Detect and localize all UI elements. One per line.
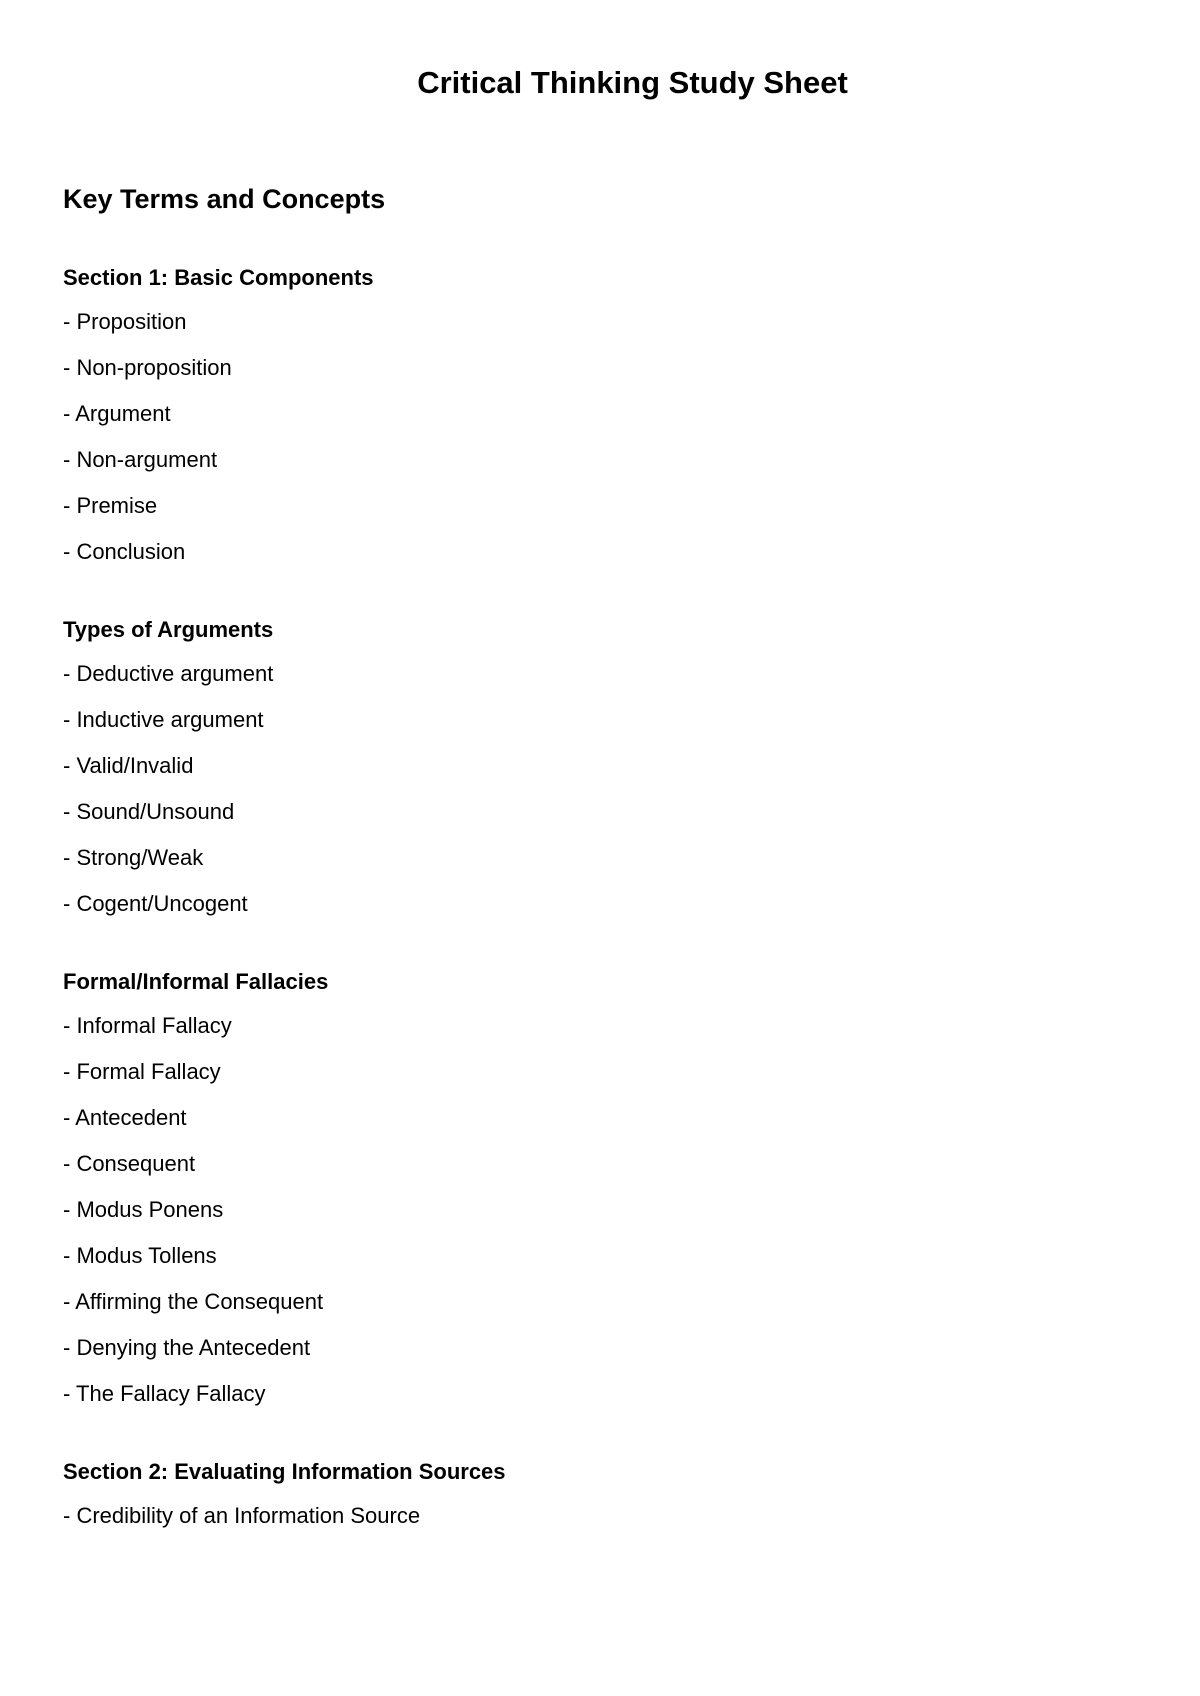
section-evaluating-sources	[63, 1456, 1163, 1546]
term-list	[63, 658, 1163, 934]
section-heading: Types of Arguments	[63, 617, 274, 642]
list-item: - Antecedent	[63, 1105, 187, 1130]
list-item: - Argument	[63, 401, 171, 426]
list-item: - Denying the Antecedent	[63, 1335, 311, 1360]
list-item: - Affirming the Consequent	[63, 1289, 324, 1314]
list-item: - Strong/Weak	[63, 845, 204, 870]
list-item: - Proposition	[63, 309, 187, 334]
document-body	[63, 180, 1163, 1546]
list-item: - Formal Fallacy	[63, 1059, 221, 1084]
list-item: - Valid/Invalid	[63, 753, 194, 778]
list-item: - Premise	[63, 493, 158, 518]
section-types-of-arguments	[63, 614, 1163, 934]
list-item: - Cogent/Uncogent	[63, 891, 248, 916]
section-fallacies	[63, 966, 1163, 1424]
list-item: - Non-proposition	[63, 355, 232, 380]
list-item: - Modus Tollens	[63, 1243, 217, 1268]
list-item: - Informal Fallacy	[63, 1013, 232, 1038]
list-item: - Modus Ponens	[63, 1197, 224, 1222]
list-item: - Conclusion	[63, 539, 186, 564]
term-list	[63, 1010, 1163, 1424]
section-heading: Section 2: Evaluating Information Sources	[63, 1459, 506, 1484]
term-list	[63, 1500, 1163, 1546]
section-basic-components	[63, 262, 1163, 582]
section-heading: Formal/Informal Fallacies	[63, 969, 329, 994]
list-item: - Consequent	[63, 1151, 196, 1176]
list-item: - The Fallacy Fallacy	[63, 1381, 266, 1406]
key-terms-heading: Key Terms and Concepts	[63, 184, 386, 214]
list-item: - Sound/Unsound	[63, 799, 235, 824]
term-list	[63, 306, 1163, 582]
section-heading: Section 1: Basic Components	[63, 265, 374, 290]
list-item: - Deductive argument	[63, 661, 274, 686]
document-title: Critical Thinking Study Sheet	[417, 65, 848, 100]
list-item: - Non-argument	[63, 447, 218, 472]
list-item: - Credibility of an Information Source	[63, 1503, 421, 1528]
list-item: - Inductive argument	[63, 707, 264, 732]
